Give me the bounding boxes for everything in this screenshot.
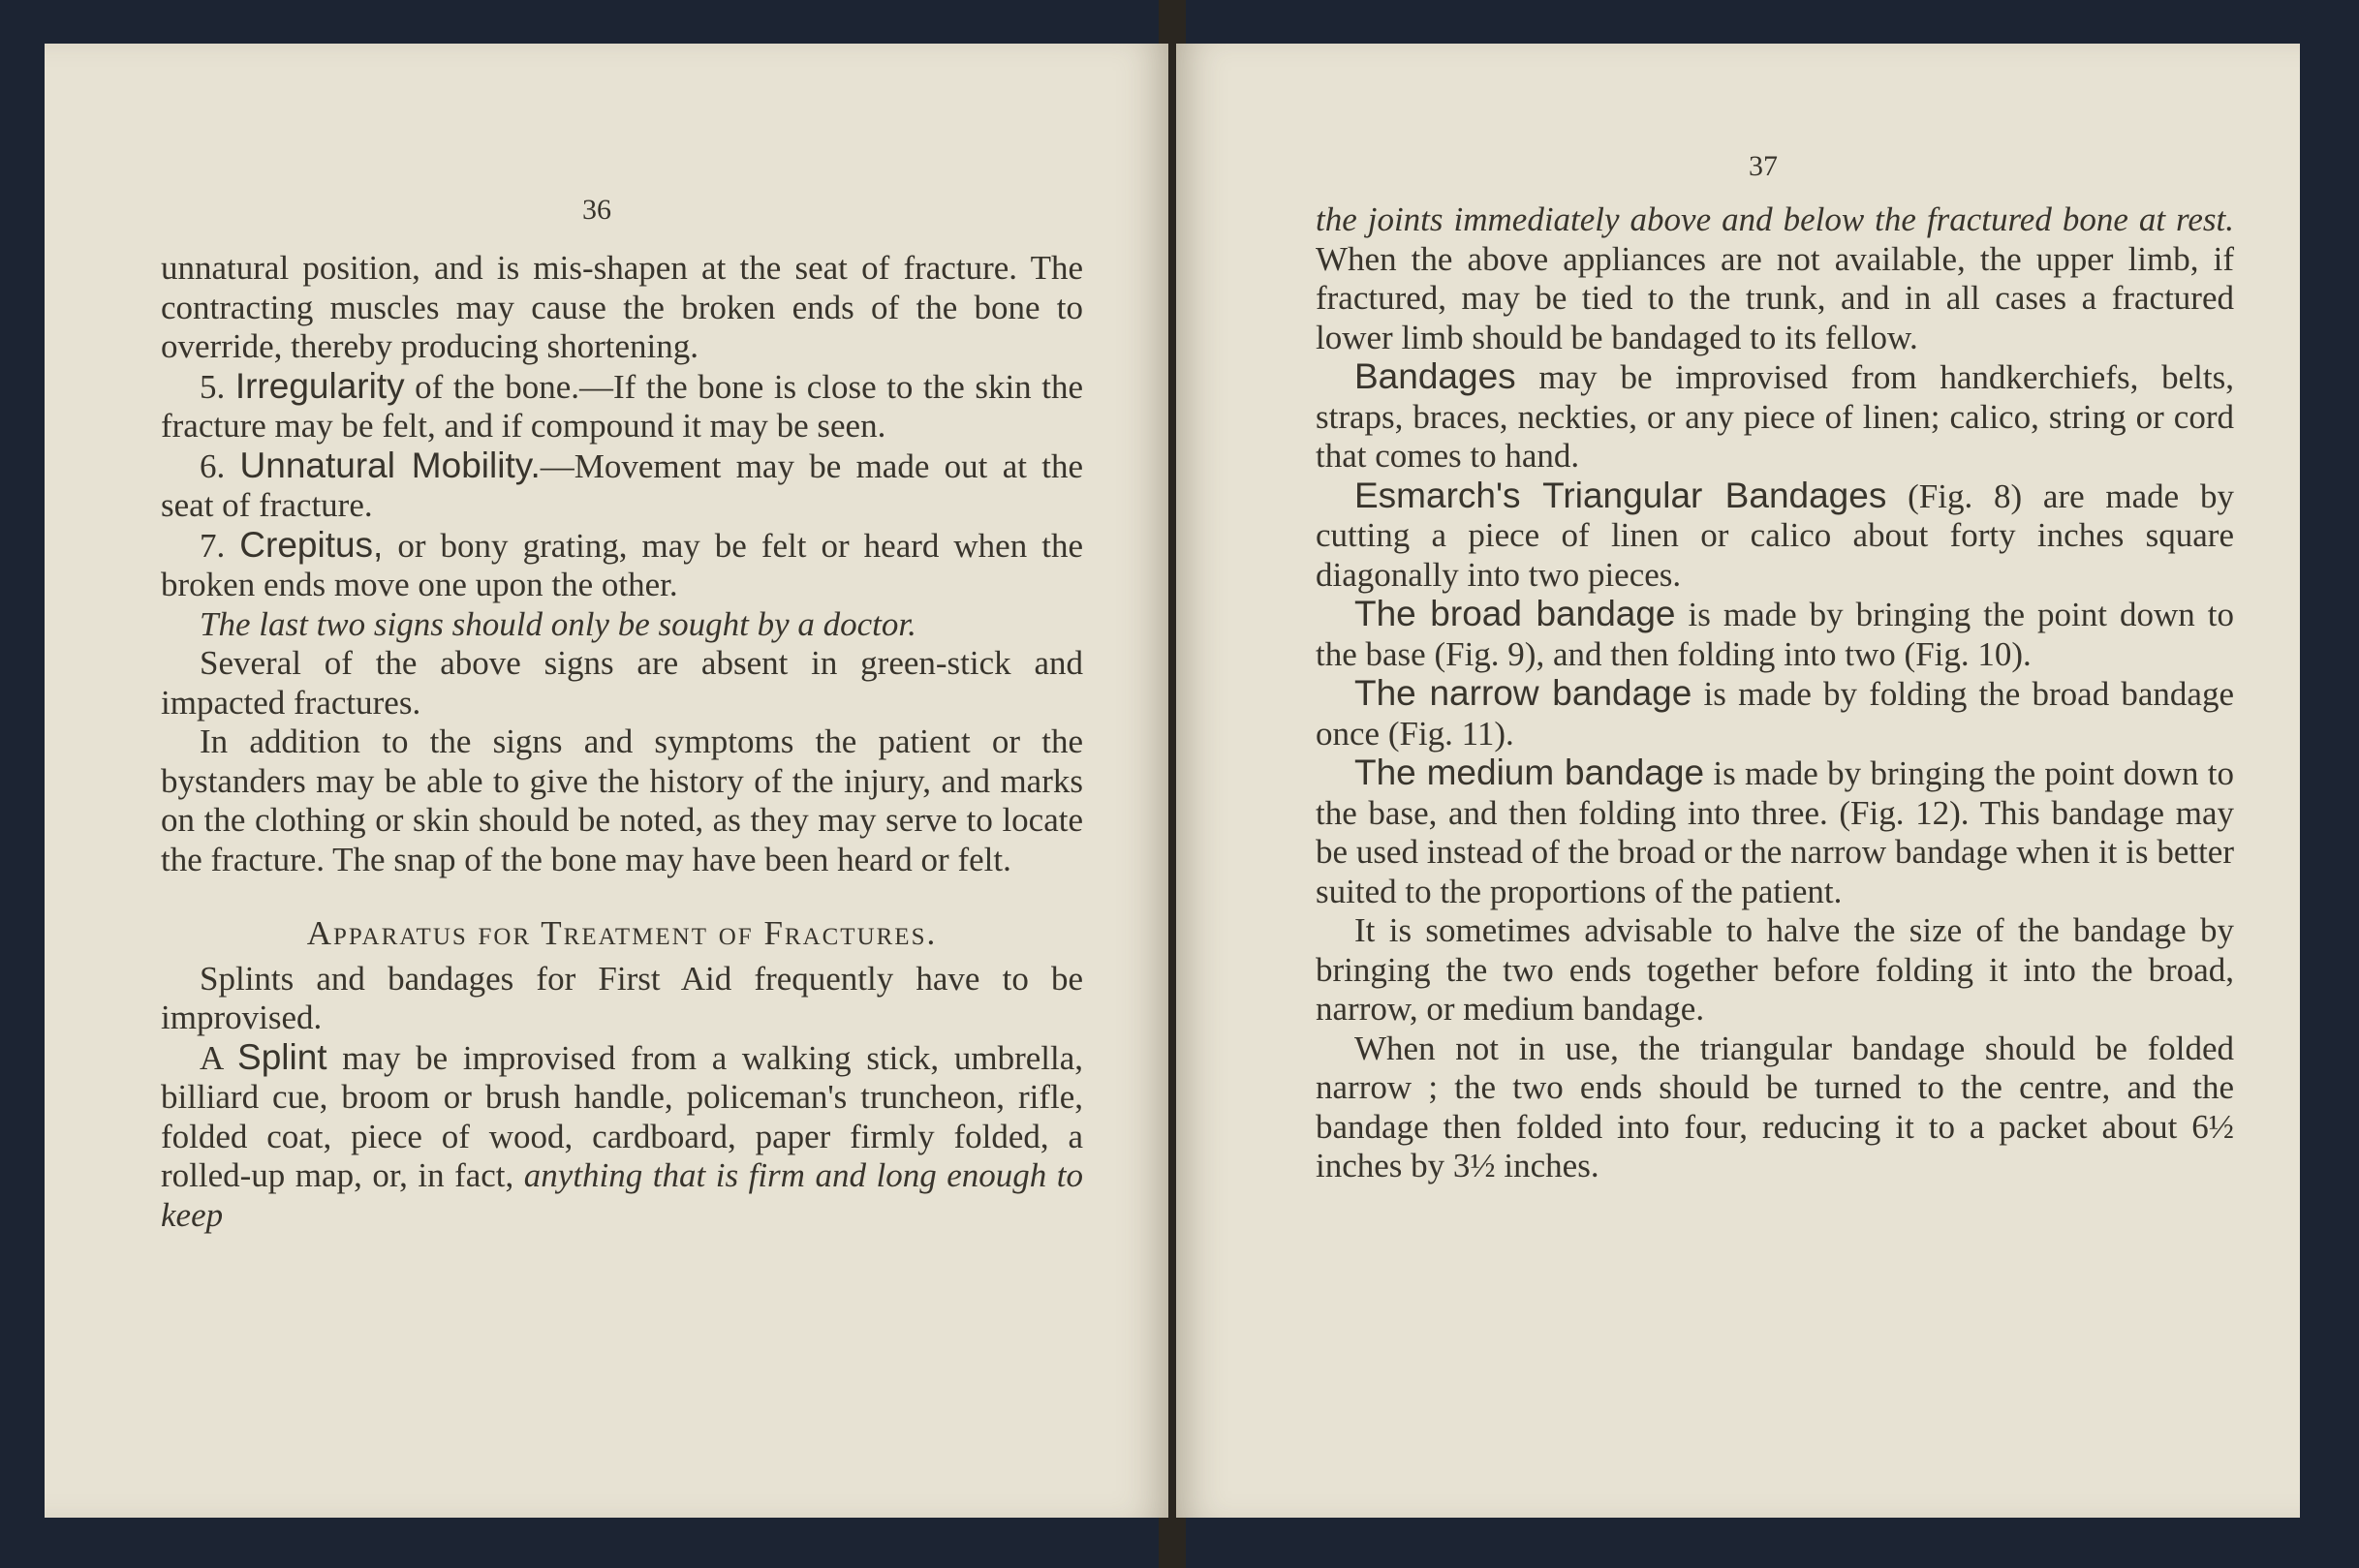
paragraph: When not in use, the triangular bandage should be folded narrow ; the two ends should be turned to the centre, and the bandage then folded into four, reducing it to a packet about 6½ inches by 3½ inches. [1316, 1029, 2234, 1184]
list-number: 5. [200, 367, 235, 406]
paragraph [1316, 357, 2234, 477]
paragraph: It is sometimes advisable to halve the size of the bandage by bringing the two ends together before folding it into the broad, narrow, or medium bandage. [1316, 911, 2234, 1028]
term-heading: Esmarch's Triangular Bandages [1354, 475, 1887, 515]
paragraph [1316, 753, 2234, 911]
paragraph-body: (Fig. 8) are made by cutting a piece of linen or calico about forty inches square diagonally into two pieces. [1316, 477, 2234, 594]
paragraph-body: of the bone.—If the bone is close to the skin the fracture may be felt, and if compound it may be seen. [161, 367, 1084, 445]
paragraph [1316, 674, 2234, 753]
paragraph: unnatural position, and is mis-shapen at the seat of fracture. The contracting muscles may cause the broken ends of the bone to override, thereby producing shortening. [161, 249, 1083, 365]
left-page [45, 44, 1168, 1518]
sign-heading: Irregularity [234, 365, 405, 406]
paragraph-body: or bony grating, may be felt or heard when the broken ends move one upon the other. [161, 526, 1083, 603]
sign-heading: Unnatural Mobility. [239, 445, 541, 485]
paragraph [1316, 477, 2234, 596]
paragraph: Several of the above signs are absent in green-stick and impacted fractures. [161, 644, 1083, 722]
paragraph: Splints and bandages for First Aid frequently have to be improvised. [161, 959, 1083, 1036]
page-number: 36 [582, 194, 611, 226]
paragraph [1316, 595, 2234, 674]
paragraph [1316, 200, 2234, 357]
paragraph-body: is made by bringing the point down to the base, and then folding into three. (Fig. 12). This bandage may be used instead of the broad or the narrow bandage when it is better suited to the proportions of the patient. [1316, 754, 2234, 910]
list-number: 6. [200, 446, 240, 485]
paragraph: In addition to the signs and symptoms the patient or the bystanders may be able to give the history of the injury, and marks on the clothing or skin should be noted, as they may serve to locate the fracture. The snap of the bone may have been heard or felt. [161, 723, 1083, 878]
list-number: 7. [200, 526, 240, 565]
paragraph [161, 446, 1083, 526]
italic-emphasis: the joints immediately above and below the fractured bone at rest. [1316, 200, 2234, 238]
paragraph-body: may be improvised from handkerchiefs, belts, straps, braces, neckties, or any piece of linen; calico, string or cord that comes to hand. [1316, 358, 2234, 475]
term-heading: The medium bandage [1354, 753, 1705, 792]
italic-note: The last two signs should only be sought by a doctor. [200, 604, 916, 643]
sign-heading: Crepitus, [239, 524, 384, 565]
term-heading: Bandages [1354, 356, 1516, 396]
paragraph-lead: A [200, 1038, 238, 1077]
term-heading: The broad bandage [1354, 594, 1676, 633]
paragraph [161, 526, 1083, 605]
paragraph [161, 367, 1083, 446]
right-page [1176, 44, 2300, 1518]
paragraph-body: —Movement may be made out at the seat of fracture. [161, 446, 1084, 524]
paragraph-body: is made by bringing the point down to the base (Fig. 9), and then folding into two (Fig. 10). [1316, 596, 2235, 673]
term-heading: The narrow bandage [1354, 673, 1692, 713]
term-heading: Splint [237, 1036, 327, 1077]
paragraph-body: may be improvised from a walking stick, umbrella, billiard cue, broom or brush handle, policeman's truncheon, rifle, folded coat, piece of wood, cardboard, paper firmly folded, a rolled-up map, or, in fact, [161, 1038, 1083, 1194]
paragraph [161, 1038, 1083, 1236]
italic-emphasis: anything that is firm and long enough to keep [161, 1156, 1083, 1234]
section-title: Apparatus for Treatment of Fractures. [306, 914, 938, 952]
page-text [1316, 200, 2234, 1186]
page-text [161, 249, 1083, 1235]
page-number: 37 [1749, 150, 1778, 182]
paragraph-body: When the above appliances are not available, the upper limb, if fractured, may be tied to the trunk, and in all cases a fractured lower limb should be bandaged to its fellow. [1316, 239, 2234, 356]
paragraph-body: is made by folding the broad bandage once (Fig. 11). [1316, 675, 2234, 753]
